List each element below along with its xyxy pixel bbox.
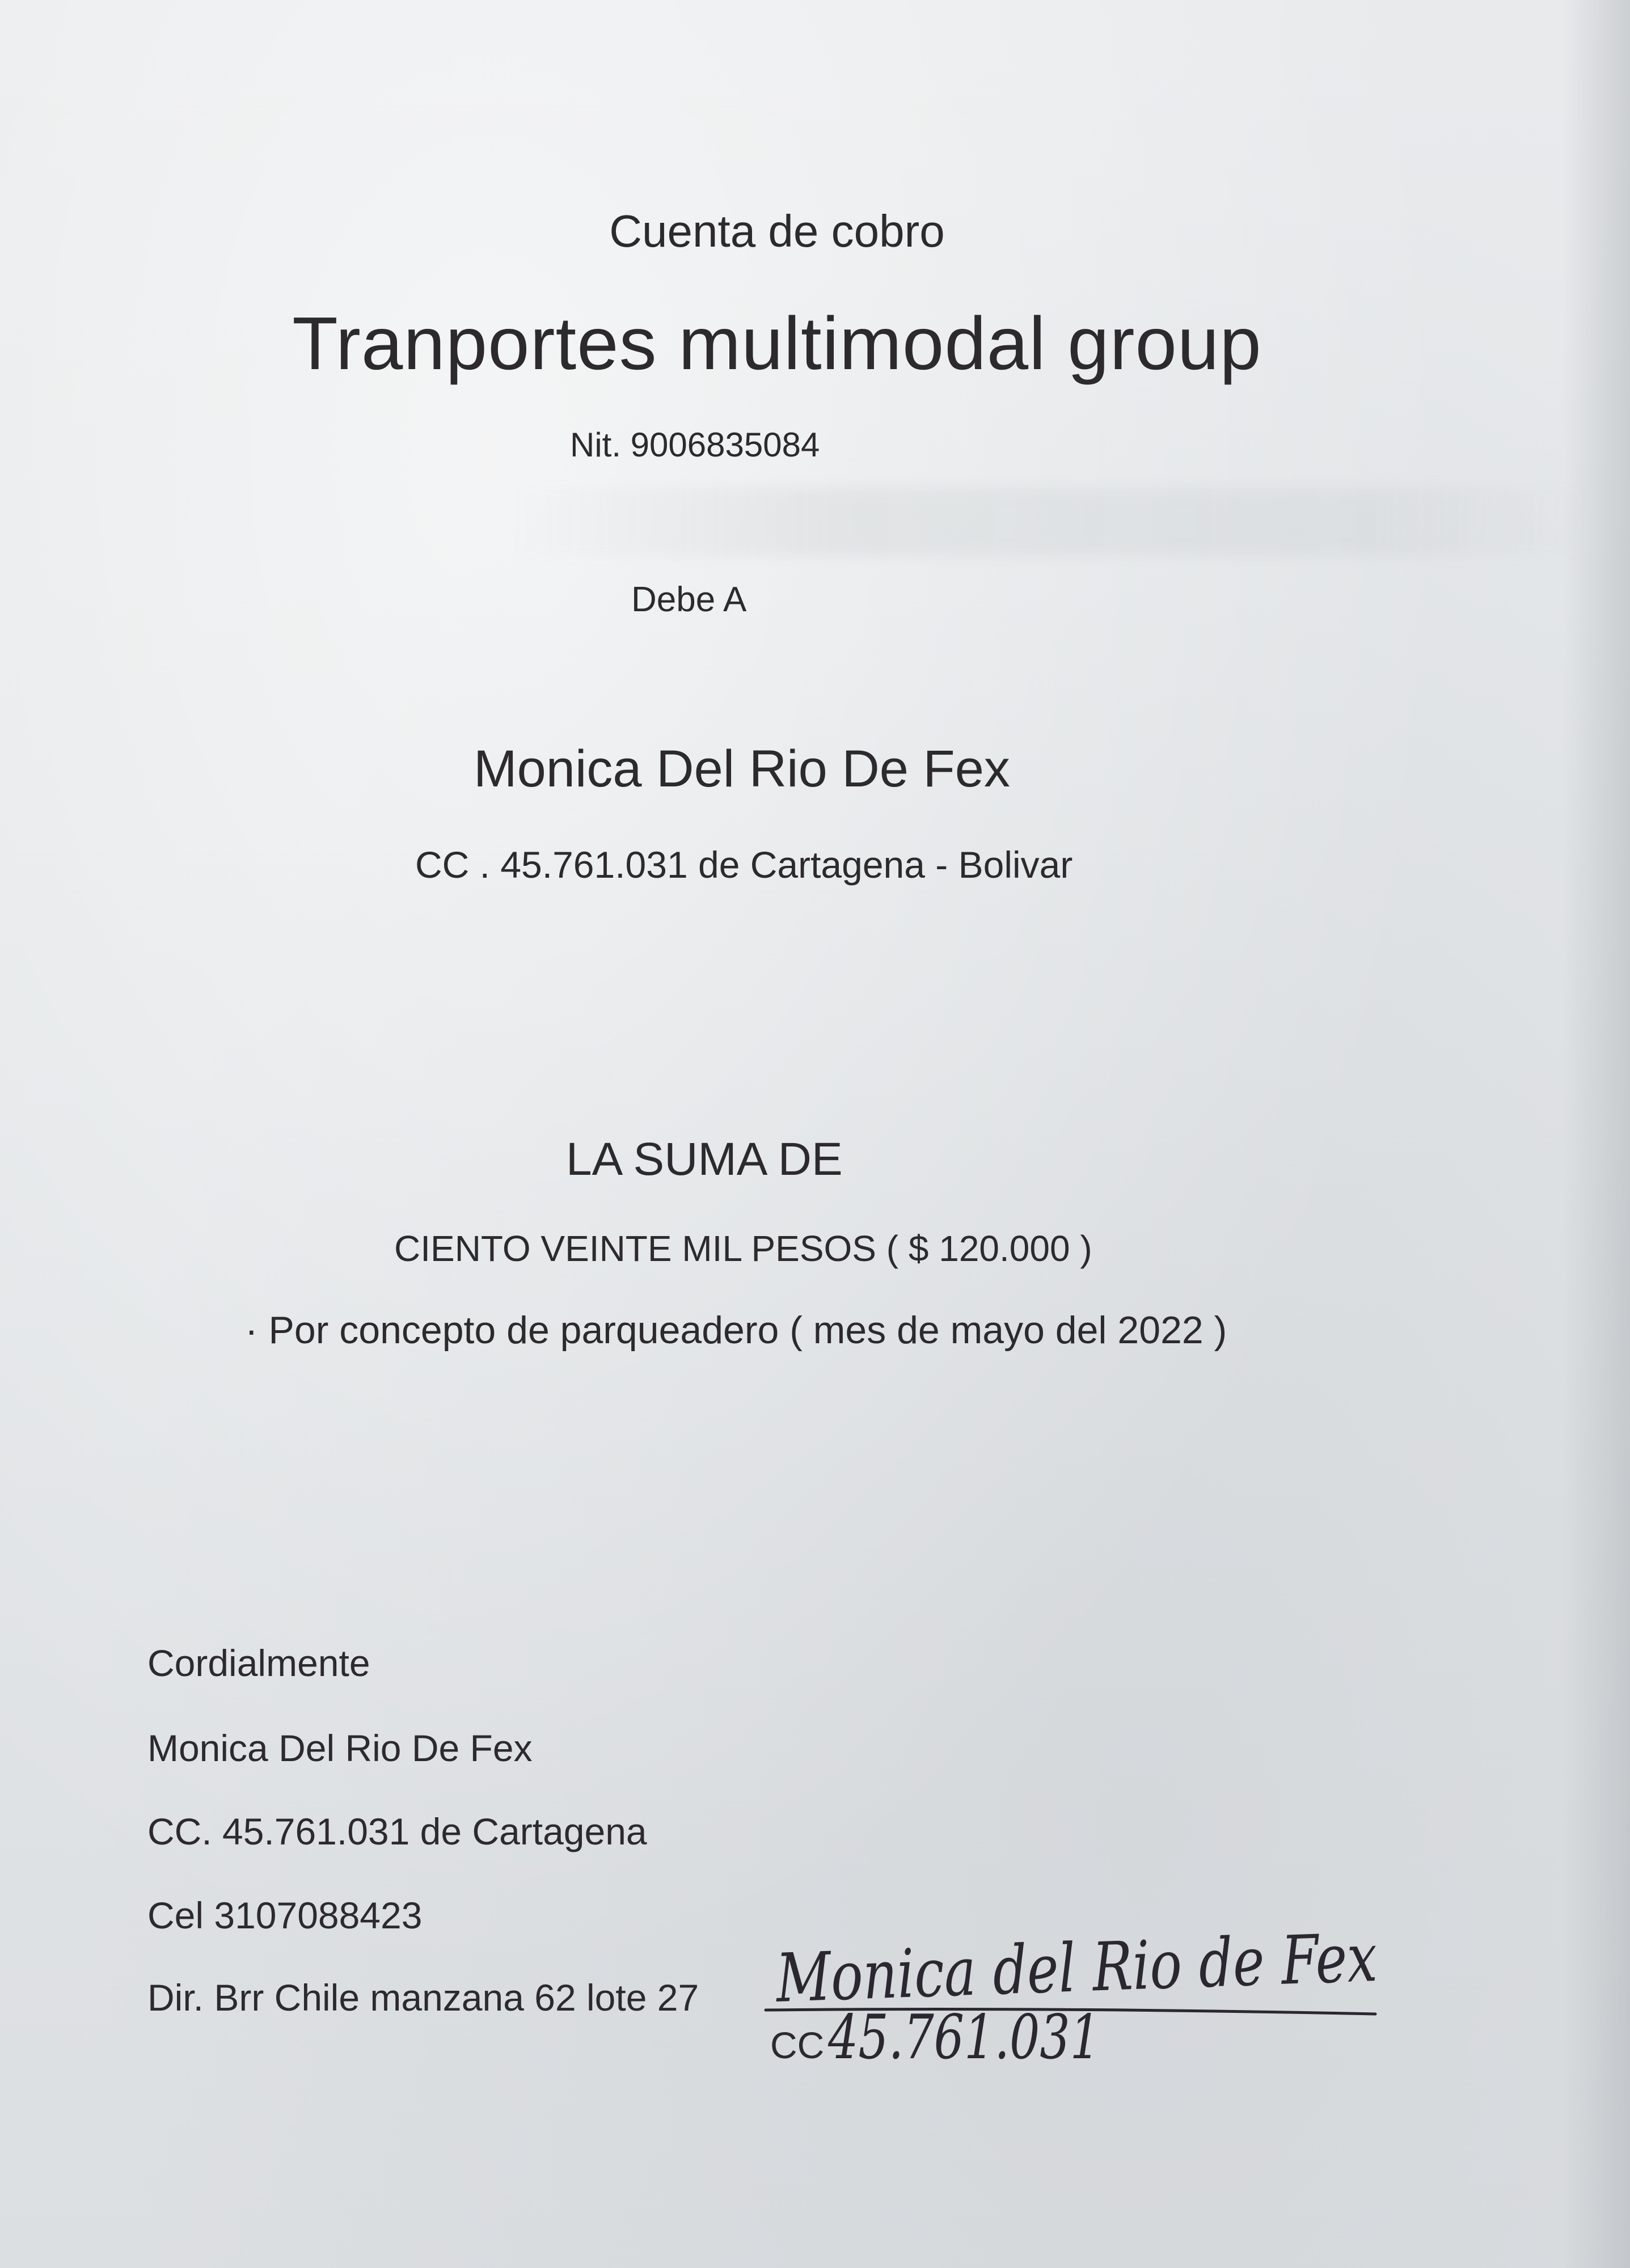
signature-cc-number: 45.761.031	[827, 2002, 1100, 2073]
amount-text: CIENTO VEINTE MIL PESOS ( $ 120.000 )	[394, 1228, 1092, 1269]
debe-a-label: Debe A	[631, 580, 747, 619]
page-shadow	[1562, 0, 1630, 2268]
paper-bleed-through	[510, 488, 1588, 556]
signer-address: Dir. Brr Chile manzana 62 lote 27	[147, 1977, 699, 2019]
signature-cc-prefix: CC	[770, 2024, 825, 2066]
signer-cc: CC. 45.761.031 de Cartagena	[147, 1810, 647, 1852]
signer-name: Monica Del Rio De Fex	[147, 1727, 533, 1769]
creditor-name: Monica Del Rio De Fex	[474, 740, 1010, 798]
creditor-id: CC . 45.761.031 de Cartagena - Bolivar	[415, 844, 1073, 886]
signer-phone: Cel 3107088423	[147, 1894, 423, 1936]
company-nit: Nit. 9006835084	[570, 426, 820, 464]
document-type-heading: Cuenta de cobro	[609, 206, 945, 256]
signature-name-script: Monica del Rio de Fex	[775, 1912, 1532, 2017]
company-name-title: Tranportes multimodal group	[292, 302, 1262, 385]
handwritten-signature	[754, 1888, 1532, 2075]
closing-salutation: Cordialmente	[147, 1642, 370, 1684]
suma-label: LA SUMA DE	[566, 1133, 843, 1185]
payment-concept: · Por concepto de parqueadero ( mes de mayo del 2022 )	[245, 1309, 1227, 1352]
